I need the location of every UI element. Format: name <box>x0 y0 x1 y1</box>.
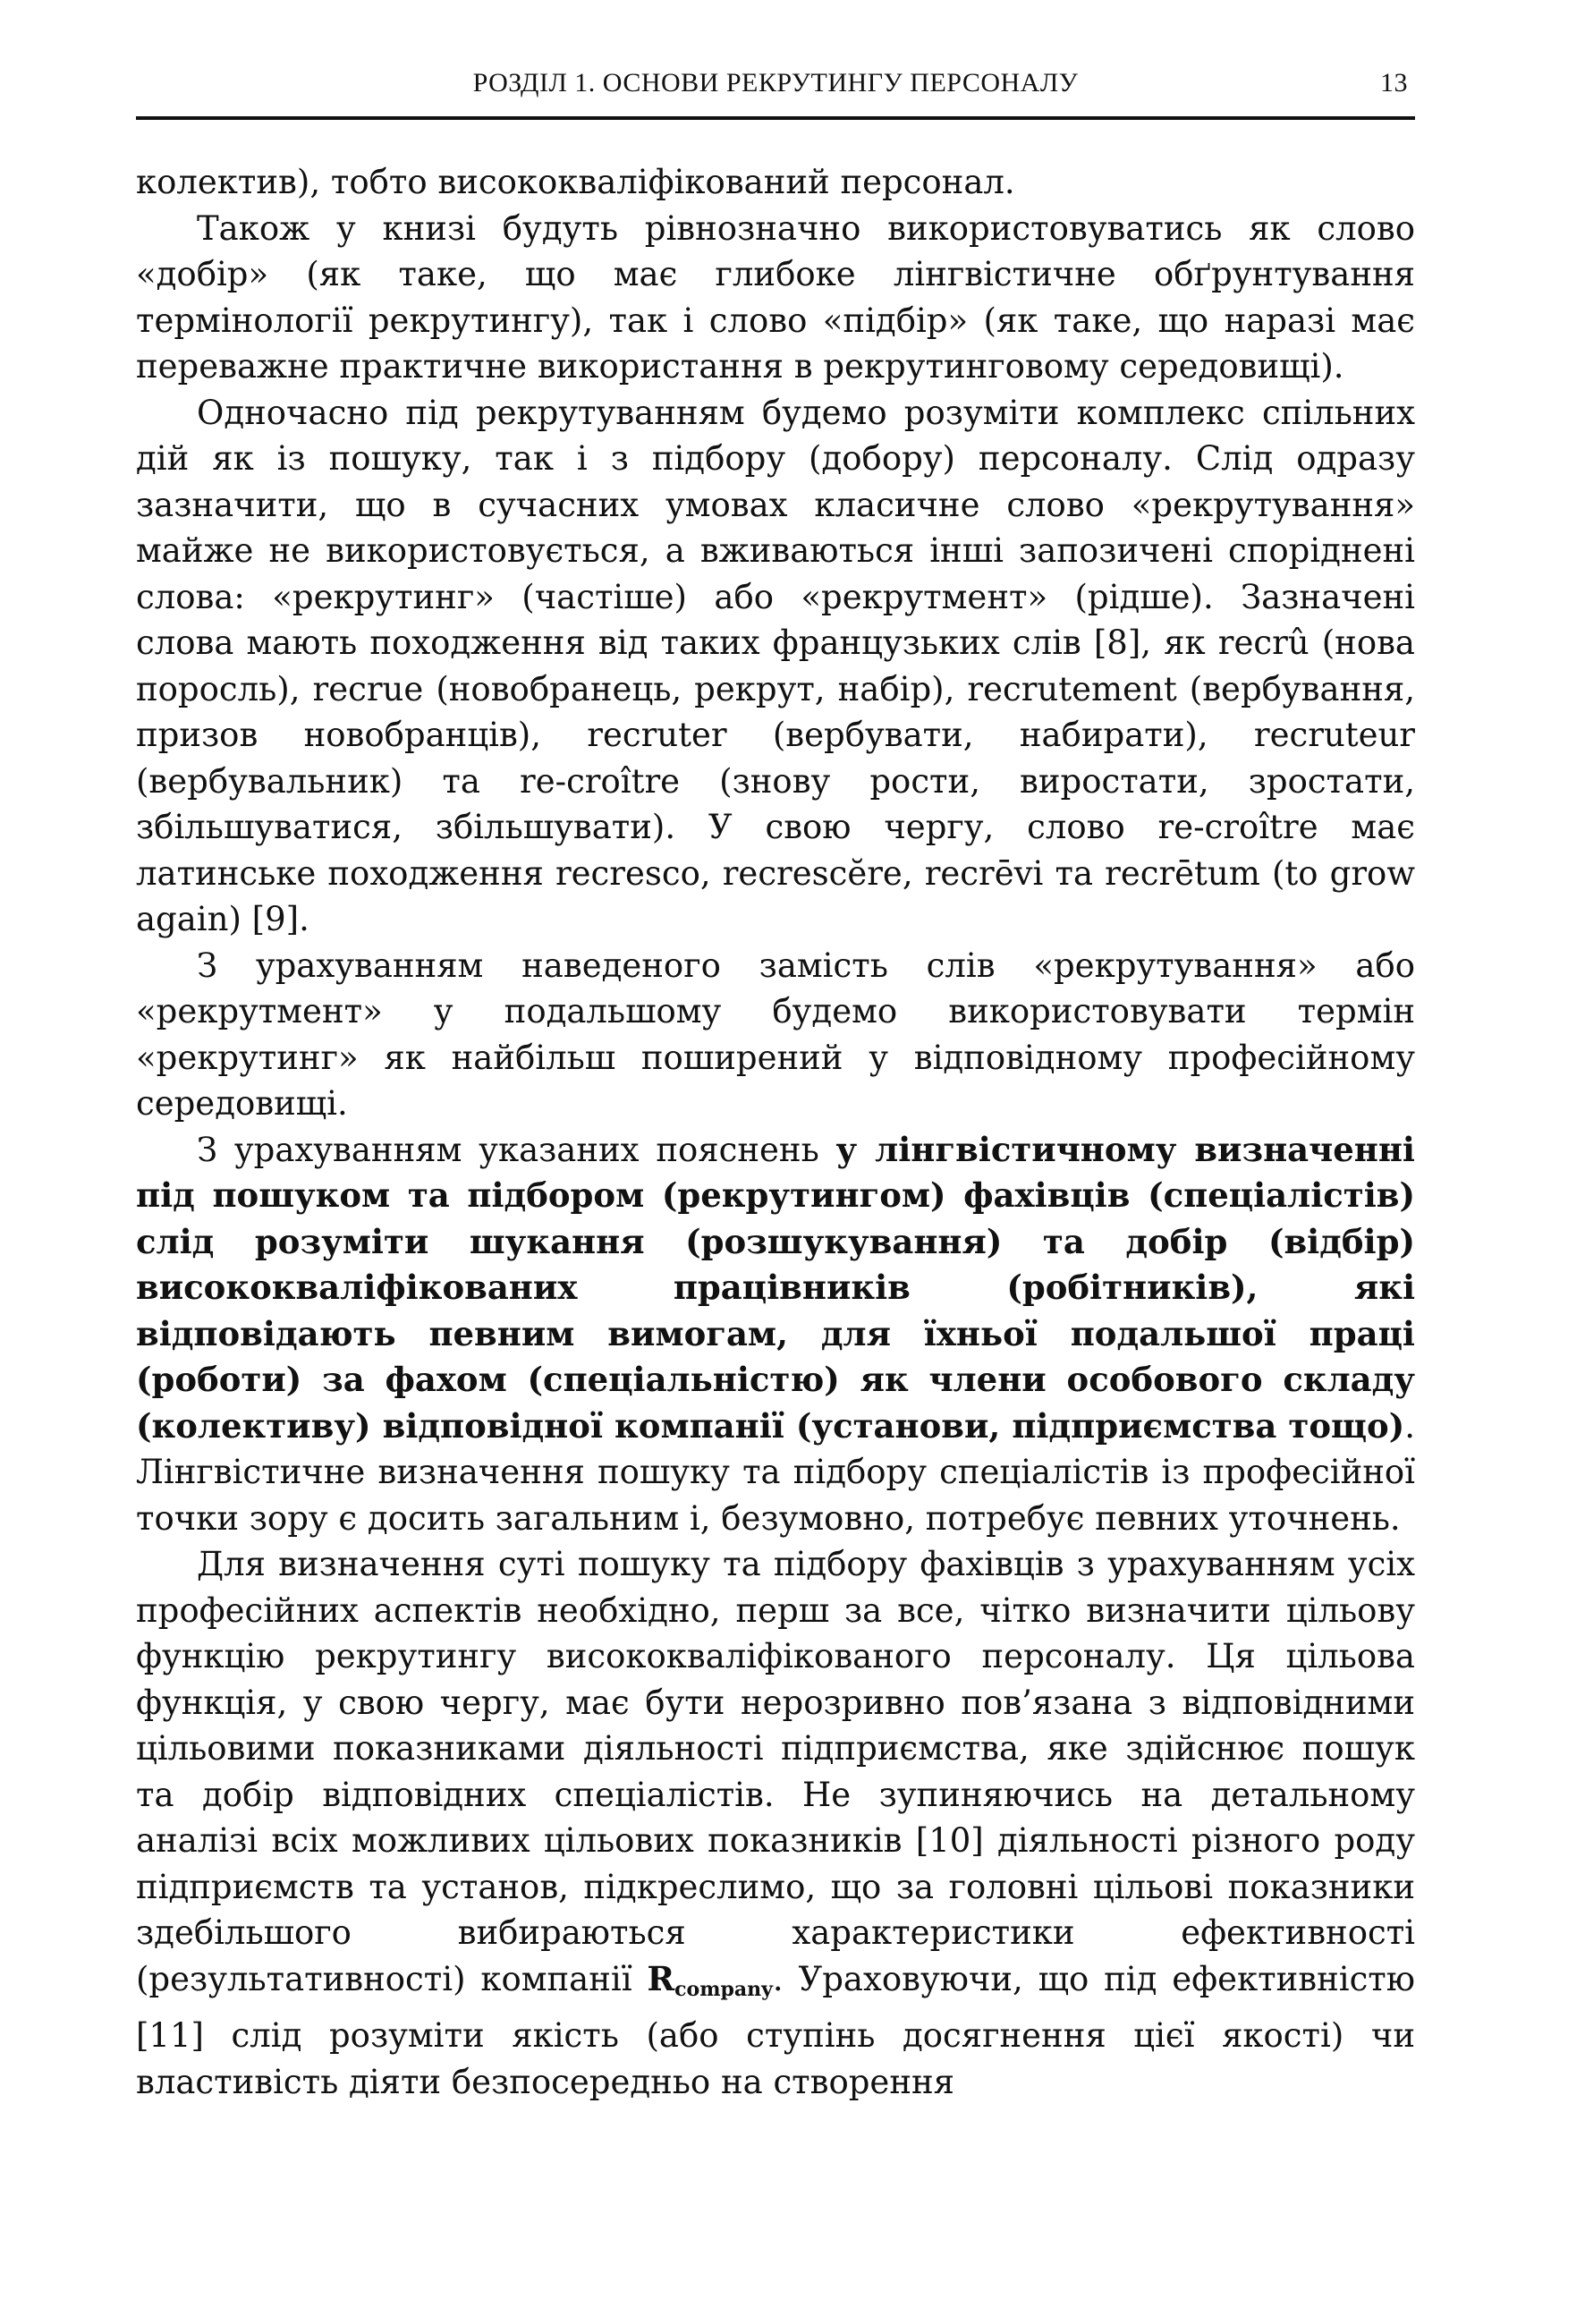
paragraph-2: Також у книзі будуть рівнозначно використовуватись як слово «добір» (як таке, що має глибоке лінгвістичне обґрунтування термінології рекрутингу), так і слово «підбір» (як таке, що наразі має переважне практичне використання в рекрутинговому середовищі). <box>136 208 1415 386</box>
paragraph-1: колектив), тобто висококваліфікований персонал. <box>136 163 1015 201</box>
paragraph-5-lead: З урахуванням указаних пояснень <box>197 1130 836 1169</box>
body-text <box>136 159 1415 2105</box>
running-header <box>136 63 1415 120</box>
definition-bold-text: у лінгвістичному визначенні під пошуком та підбором (рекрутингом) фахівців (спеціалістів) слід розуміти шукання (розшукування) та добір (відбір) висококваліфікованих працівників (робітників), які відповідають певним вимогам, для їхньої подальшої праці (роботи) за фахом (спеціальністю) як члени особового складу (колективу) відповідної компанії (установи, підприємства тощо) <box>136 1129 1415 1446</box>
paragraph-6-tail: . Ураховуючи, що під ефективністю [11] слід розуміти якість (або ступінь досягнення цієї якості) чи властивість діяти безпосередньо на створення <box>136 1959 1415 2101</box>
paragraph-6 <box>136 1541 1415 2105</box>
paragraph-6-lead: Для визначення суті пошуку та підбору фахівців з урахуванням усіх професійних аспектів необхідно, перш за все, чітко визначити цільову функцію рекрутингу висококваліфікованого персоналу. Ця цільова функція, у свою чергу, має бути нерозривно пов’язана з відповідними цільовими показниками діяльності підприємства, яке здійснює пошук та добір відповідних спеціалістів. Не зупиняючись на детальному аналізі всіх можливих цільових показників [10] діяльності різного роду підприємств та установ, підкреслимо, що за головні цільові показники здебільшого вибираються характеристики ефективності (результативності) компанії <box>136 1545 1415 1998</box>
efficiency-symbol-subscript: company <box>674 1977 773 2001</box>
efficiency-symbol-letter: R <box>647 1958 675 1998</box>
efficiency-symbol <box>647 1958 773 2001</box>
paragraph-4: З урахуванням наведеного замість слів «рекрутування» або «рекрутмент» у подальшому будемо використовувати термін «рекрутинг» як найбільш поширений у відповідному професійному середовищі. <box>136 946 1415 1123</box>
paragraph-3: Одночасно під рекрутуванням будемо розуміти комплекс спільних дій як із пошуку, так і з підбору (добору) персоналу. Слід одразу зазначити, що в сучасних умовах класичне слово «рекрутування» майже не використовується, а вживаються інші запозичені споріднені слова: «рекрутинг» (частіше) або «рекрутмент» (рідше). Зазначені слова мають походження від таких французьких слів [8], як recrû (нова поросль), recrue (новобранець, рекрут, набір), recrutement (вербування, призов новобранців), recruter (вербувати, набирати), recruteur (вербувальник) та re-croître (знову рости, виростати, зростати, збільшуватися, збільшувати). У свою чергу, слово re-croître має латинське походження recresco, recrescĕre, recrēvi та recrētum (to grow again) [9]. <box>136 393 1415 938</box>
page-number: 13 <box>1380 68 1408 98</box>
paragraph-5 <box>136 1127 1415 1542</box>
paragraph-5-tail: . Лінгвістичне визначення пошуку та підбору спеціалістів із професійної точки зору є досить загальним і, безумовно, потребує певних уточнень. <box>136 1406 1415 1538</box>
chapter-title: РОЗДІЛ 1. ОСНОВИ РЕКРУТИНГУ ПЕРСОНАЛУ <box>472 68 1079 98</box>
